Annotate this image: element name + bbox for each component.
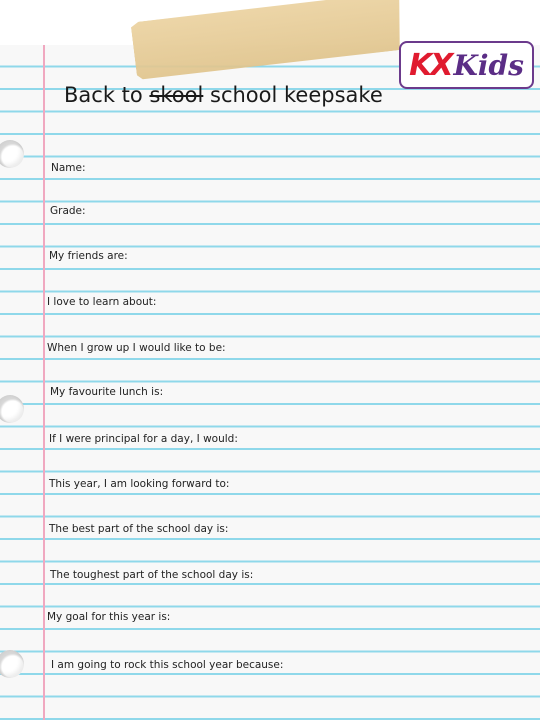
prompt-lunch: My favourite lunch is: — [50, 386, 164, 398]
title-struck-word: skool — [149, 83, 204, 107]
logo-kids-text: Kids — [453, 48, 524, 82]
margin-line — [43, 45, 45, 720]
prompt-grow-up: When I grow up I would like to be: — [47, 342, 226, 354]
kx-kids-logo — [399, 41, 534, 89]
title-suffix: school keepsake — [210, 83, 383, 107]
prompt-friends: My friends are: — [49, 250, 128, 262]
title-prefix: Back to — [64, 83, 143, 107]
prompt-best-part: The best part of the school day is: — [49, 523, 229, 535]
prompt-grade: Grade: — [50, 205, 86, 217]
prompt-principal: If I were principal for a day, I would: — [49, 433, 238, 445]
prompt-looking-forward: This year, I am looking forward to: — [49, 478, 230, 490]
prompt-rock-year: I am going to rock this school year because: — [51, 659, 284, 671]
prompt-learn: I love to learn about: — [47, 296, 157, 308]
prompt-goal: My goal for this year is: — [47, 611, 171, 623]
prompt-name: Name: — [51, 162, 86, 174]
logo-kx-text: KX — [409, 47, 452, 83]
prompt-toughest-part: The toughest part of the school day is: — [50, 569, 254, 581]
page-title — [64, 83, 383, 107]
